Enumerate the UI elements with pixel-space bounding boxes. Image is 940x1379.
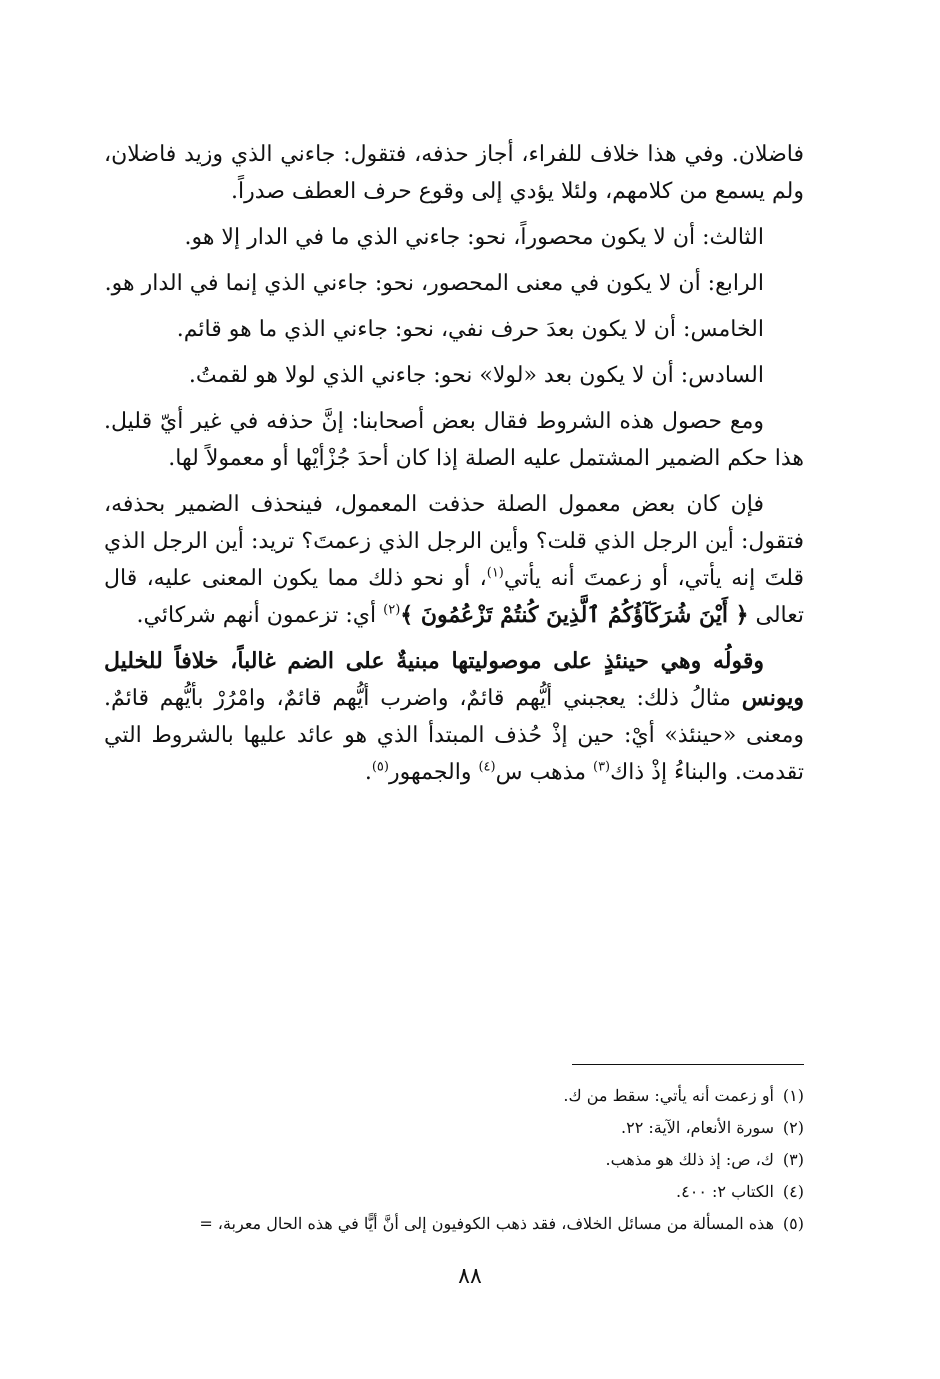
paragraph-text: . [364, 760, 372, 785]
footnote-separator [572, 1064, 804, 1065]
paragraph-condition-fourth: الرابع: أن لا يكون في معنى المحصور، نحو: جاءني الذي إنما في الدار هو. [104, 271, 764, 296]
footnote-number: (٣) [782, 1150, 804, 1169]
paragraph-text: ، أو نحو ذلك مما يكون المعنى عليه، قال تعالى [104, 566, 804, 628]
paragraph-pronoun-rule: ومع حصول هذه الشروط فقال بعض أصحابنا: إنَّ حذفه في غير أيّ قليل. هذا حكم الضمير المشتمل عليه الصلة إذا كان أحدَ جُزْأيْها أو معمولاً لها. [104, 409, 804, 471]
footnote-ref-3[interactable]: (٣) [592, 759, 611, 775]
footnote-ref-2[interactable]: (٢) [383, 602, 401, 618]
footnote-text: أو زعمت أنه يأتي: سقط من ك. [563, 1086, 774, 1105]
paragraph-condition-third: الثالث: أن لا يكون محصوراً، نحو: جاءني الذي ما في الدار إلا هو. [184, 225, 764, 250]
footnote-item [104, 1144, 804, 1176]
footnote-item [104, 1080, 804, 1112]
paragraph-text: مثالُ ذلك: يعجبني أيُّهم قائمٌ، واضرب أيُّهم قائمٌ، وامْرُرْ بأيُّهم قائمٌ. ومعنى «حينئذ» أيْ: حين إذْ حُذف المبتدأ الذي هو عائد عليها بالشروط التي تقدمت. والبناءُ إذْ ذاك [104, 686, 804, 785]
main-text [104, 136, 804, 800]
page-number: ٨٨ [458, 1264, 482, 1289]
paragraph-text: والجمهور [388, 760, 479, 785]
paragraph-text: فإن كان بعض معمول الصلة حذفت المعمول، فينحذف الضمير بحذفه، فتقول: أين الرجل الذي قلت؟ وأين الرجل الذي زعمتَ؟ تريد: أين الرجل الذي قلتَ إنه يأتي، أو زعمتَ أنه يأتي [104, 492, 804, 591]
paragraph-condition-sixth: السادس: أن لا يكون بعد «لولا» نحو: جاءني الذي لولا هو لقمتُ. [188, 363, 764, 388]
paragraph-continuation: فاضلان. وفي هذا خلاف للفراء، أجاز حذفه، فتقول: جاءني الذي وزيد فاضلان، ولم يسمع من كلامهم، ولئلا يؤدي إلى وقوع حرف العطف صدراً. [104, 142, 804, 204]
footnote-number: (٤) [782, 1182, 804, 1201]
footnote-number: (٥) [782, 1214, 804, 1233]
paragraph-text: مذهب س [495, 760, 593, 785]
footnote-item [104, 1208, 804, 1240]
footnote-text: سورة الأنعام، الآية: ٢٢. [621, 1118, 774, 1137]
footnote-ref-1[interactable]: (١) [486, 565, 504, 581]
footnote-text: ك، ص: إذ ذلك هو مذهب. [605, 1150, 774, 1169]
footnotes-list [104, 1080, 804, 1240]
footnote-number: (٢) [782, 1118, 804, 1137]
quran-verse: ﴿ أَيْنَ شُرَكَآؤُكُمُ ٱلَّذِينَ كُنتُمْ تَزْعُمُونَ ﴾ [400, 602, 749, 628]
footnote-item [104, 1176, 804, 1208]
footnote-item [104, 1112, 804, 1144]
footnote-text: الكتاب ٢: ٤٠٠. [676, 1182, 774, 1201]
footnote-text: هذه المسألة من مسائل الخلاف، فقد ذهب الكوفيون إلى أنَّ أيًّا في هذه الحال معربة، = [199, 1214, 774, 1233]
footnote-number: (١) [782, 1086, 804, 1105]
paragraph-condition-fifth: الخامس: أن لا يكون بعدَ حرف نفي، نحو: جاءني الذي ما هو قائم. [176, 317, 764, 342]
paragraph-commentary [104, 643, 804, 791]
footnote-ref-4[interactable]: (٤) [478, 759, 496, 775]
paragraph-text: أي: تزعمون أنهم شركائي. [136, 603, 384, 628]
paragraph-deleted-operand [104, 486, 804, 634]
matn-quote: وقولُه وهي حينئذٍ على موصوليتها مبنيةٌ على الضم غالباً، خلافاً للخليل ويونس [104, 648, 804, 711]
footnote-ref-5[interactable]: (٥) [371, 759, 389, 775]
